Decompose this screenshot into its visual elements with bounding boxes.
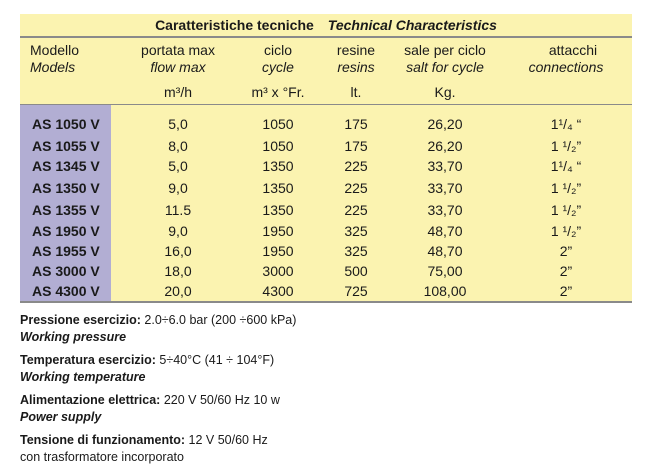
model-cell: AS 1350 V xyxy=(32,180,100,196)
header-connections-en: connections xyxy=(528,59,604,75)
connections-cell: 2” xyxy=(559,283,573,299)
header-cycle-it: ciclo xyxy=(263,42,292,58)
note-extra: con trasformatore incorporato xyxy=(20,450,184,464)
note-value: 220 V 50/60 Hz 10 w xyxy=(163,393,280,407)
salt-cell: 33,70 xyxy=(427,158,463,174)
note-label: Alimentazione elettrica: xyxy=(20,393,161,407)
connections-cell: 1 ¹/₂” xyxy=(550,180,582,196)
salt-cell: 75,00 xyxy=(427,263,463,279)
flow-cell: 20,0 xyxy=(164,283,192,299)
cycle-cell: 1350 xyxy=(262,202,294,218)
note-value: 2.0÷6.0 bar (200 ÷600 kPa) xyxy=(144,313,297,327)
note-label: Tensione di funzionamento: xyxy=(20,433,186,447)
salt-cell: 108,00 xyxy=(423,283,467,299)
resins-cell: 325 xyxy=(344,243,368,259)
title-english: Technical Characteristics xyxy=(327,17,497,33)
cycle-cell: 1050 xyxy=(262,138,294,154)
flow-cell: 9,0 xyxy=(168,223,188,239)
table-row xyxy=(20,261,632,281)
resins-cell: 325 xyxy=(344,223,368,239)
note-english: Working temperature xyxy=(20,370,146,384)
model-cell: AS 1955 V xyxy=(32,243,100,259)
header-salt-unit: Kg. xyxy=(434,84,456,100)
table-row xyxy=(20,281,632,301)
connections-cell: 1 ¹/₂” xyxy=(550,138,582,154)
resins-cell: 175 xyxy=(344,138,368,154)
flow-cell: 18,0 xyxy=(164,263,192,279)
technical-characteristics-table xyxy=(20,14,632,303)
header-resins-unit: lt. xyxy=(350,84,362,100)
cycle-cell: 4300 xyxy=(262,283,294,299)
cycle-cell: 3000 xyxy=(262,263,294,279)
table-body xyxy=(20,105,632,301)
header-cycle-unit: m³ x °Fr. xyxy=(251,84,305,100)
connections-cell: 1 ¹/₂” xyxy=(550,202,582,218)
header-connections-it: attacchi xyxy=(548,42,598,58)
table-title xyxy=(20,14,632,36)
resins-cell: 175 xyxy=(344,116,368,132)
table-row xyxy=(20,200,632,220)
note-value: 12 V 50/60 Hz xyxy=(188,433,268,447)
header-flow-it: portata max xyxy=(141,42,215,58)
title-italian: Caratteristiche tecniche xyxy=(155,17,314,33)
resins-cell: 225 xyxy=(344,158,368,174)
header-salt-en: salt for cycle xyxy=(406,59,484,75)
table-row xyxy=(20,136,632,156)
header-resins-it: resine xyxy=(336,42,376,58)
note-english: Power supply xyxy=(20,410,102,424)
note-value: 5÷40°C (41 ÷ 104°F) xyxy=(159,353,275,367)
table-row xyxy=(20,156,632,176)
resins-cell: 500 xyxy=(344,263,368,279)
note-working-pressure xyxy=(20,312,296,346)
note-working-temperature xyxy=(20,352,296,386)
salt-cell: 48,70 xyxy=(427,243,463,259)
cycle-cell: 1950 xyxy=(262,243,294,259)
salt-cell: 33,70 xyxy=(427,202,463,218)
cycle-cell: 1350 xyxy=(262,158,294,174)
salt-cell: 26,20 xyxy=(427,116,463,132)
flow-cell: 11.5 xyxy=(164,202,192,218)
note-operating-voltage xyxy=(20,432,296,466)
model-cell: AS 1345 V xyxy=(32,158,100,174)
connections-cell: 1¹/₄ “ xyxy=(550,116,582,132)
cycle-cell: 1950 xyxy=(262,223,294,239)
header-models-en: Models xyxy=(30,59,76,75)
header-flow-en: flow max xyxy=(150,59,206,75)
flow-cell: 9,0 xyxy=(168,180,188,196)
model-cell: AS 1355 V xyxy=(32,202,100,218)
specifications-notes xyxy=(20,312,296,472)
resins-cell: 225 xyxy=(344,180,368,196)
connections-cell: 2” xyxy=(559,263,573,279)
flow-cell: 5,0 xyxy=(168,158,188,174)
bottom-divider xyxy=(20,301,632,303)
note-english: Working pressure xyxy=(20,330,127,344)
connections-cell: 2” xyxy=(559,243,573,259)
resins-cell: 225 xyxy=(344,202,368,218)
table-row xyxy=(20,241,632,261)
flow-cell: 8,0 xyxy=(168,138,188,154)
model-cell: AS 1950 V xyxy=(32,223,100,239)
flow-cell: 5,0 xyxy=(168,116,188,132)
resins-cell: 725 xyxy=(344,283,368,299)
note-label: Temperatura esercizio: xyxy=(20,353,156,367)
model-cell: AS 1055 V xyxy=(32,138,100,154)
salt-cell: 33,70 xyxy=(427,180,463,196)
model-cell: AS 1050 V xyxy=(32,116,100,132)
cycle-cell: 1350 xyxy=(262,180,294,196)
header-cycle-en: cycle xyxy=(262,59,294,75)
salt-cell: 26,20 xyxy=(427,138,463,154)
note-power-supply xyxy=(20,392,296,426)
connections-cell: 1 ¹/₂” xyxy=(550,223,582,239)
flow-cell: 16,0 xyxy=(164,243,192,259)
table-header xyxy=(20,38,632,104)
header-resins-en: resins xyxy=(337,59,375,75)
table-row xyxy=(20,221,632,241)
table-row xyxy=(20,178,632,198)
header-flow-unit: m³/h xyxy=(164,84,192,100)
note-label: Pressione esercizio: xyxy=(20,313,141,327)
table-row xyxy=(20,114,632,134)
connections-cell: 1¹/₄ “ xyxy=(550,158,582,174)
model-cell: AS 4300 V xyxy=(32,283,100,299)
header-salt-it: sale per ciclo xyxy=(404,42,486,58)
cycle-cell: 1050 xyxy=(262,116,294,132)
model-cell: AS 3000 V xyxy=(32,263,100,279)
header-models-it: Modello xyxy=(30,42,80,58)
salt-cell: 48,70 xyxy=(427,223,463,239)
